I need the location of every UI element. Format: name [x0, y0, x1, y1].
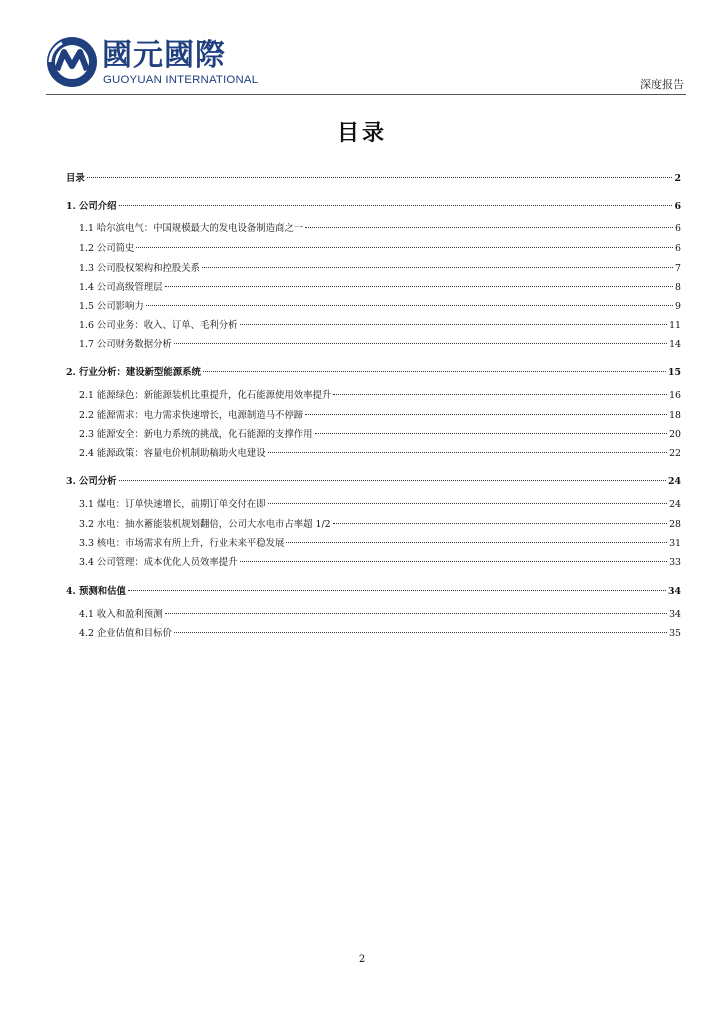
toc-dot-leader: [333, 523, 667, 524]
toc-dot-leader: [119, 205, 673, 206]
toc-entry-title: 1.7 公司财务数据分析: [79, 339, 172, 350]
toc-dot-leader: [165, 613, 668, 614]
toc-entry[interactable]: [66, 171, 681, 187]
page-header: [46, 34, 686, 94]
toc-entry[interactable]: [66, 241, 681, 257]
toc-entry-title: 2. 行业分析：建设新型能源系统: [66, 367, 201, 378]
toc-entry-title: 1.3 公司股权架构和控股关系: [79, 263, 201, 274]
toc-entry-page: 8: [675, 282, 681, 293]
toc-dot-leader: [333, 394, 667, 395]
brand-name-en: GUOYUAN INTERNATIONAL: [103, 74, 259, 86]
toc-entry-title: 3.4 公司管理：成本优化人员效率提升: [79, 557, 238, 568]
toc-entry-page: 6: [675, 243, 681, 254]
page-number: 2: [358, 954, 366, 965]
toc-entry-page: 2: [674, 173, 681, 184]
toc-dot-leader: [165, 286, 674, 287]
toc-entry[interactable]: [66, 584, 681, 600]
page-title: 目录: [336, 121, 387, 146]
toc-entry[interactable]: [66, 221, 681, 237]
toc-dot-leader: [202, 267, 673, 268]
toc-entry-page: 15: [667, 367, 681, 378]
toc-entry-title: 1.6 公司业务：收入、订单、毛利分析: [79, 320, 238, 331]
toc-entry-page: 34: [667, 586, 681, 597]
toc-dot-leader: [174, 632, 667, 633]
toc-entry[interactable]: [66, 536, 681, 552]
toc-dot-leader: [286, 542, 667, 543]
toc-entry-page: 16: [669, 390, 681, 401]
guoyuan-logo-icon: [46, 36, 98, 88]
toc-entry-page: 24: [667, 476, 681, 487]
toc-entry-title: 3.2 水电：抽水蓄能装机规划翻倍，公司大水电市占率超 1/2: [79, 519, 331, 530]
toc-entry[interactable]: [66, 261, 681, 277]
toc-entry[interactable]: [66, 517, 681, 533]
toc-entry-title: 3.1 煤电：订单快速增长，前期订单交付在即: [79, 499, 266, 510]
toc-entry[interactable]: [66, 365, 681, 381]
toc-dot-leader: [305, 414, 667, 415]
toc-entry[interactable]: [66, 474, 681, 490]
toc-dot-leader: [87, 177, 673, 178]
toc-entry-page: 33: [669, 557, 681, 568]
toc-entry[interactable]: [66, 388, 681, 404]
toc-entry-page: 31: [669, 538, 681, 549]
toc-entry-page: 18: [669, 410, 681, 421]
toc-entry-title: 3. 公司分析: [66, 476, 117, 487]
toc-entry-page: 6: [675, 223, 681, 234]
toc-entry-title: 4.1 收入和盈利预测: [79, 609, 163, 620]
toc-dot-leader: [128, 590, 666, 591]
toc-entry-page: 9: [675, 301, 681, 312]
toc-entry[interactable]: [66, 497, 681, 513]
document-type-label: 深度报告: [640, 78, 684, 91]
toc-entry[interactable]: [66, 337, 681, 353]
header-divider: [46, 94, 686, 95]
toc-entry-page: 11: [669, 320, 681, 331]
toc-dot-leader: [268, 452, 667, 453]
toc-entry-page: 28: [669, 519, 681, 530]
toc-entry[interactable]: [66, 408, 681, 424]
toc-entry[interactable]: [66, 626, 681, 642]
toc-entry-title: 1.1 哈尔滨电气：中国规模最大的发电设备制造商之一: [79, 223, 304, 234]
toc-entry-page: 35: [669, 628, 681, 639]
toc-dot-leader: [305, 227, 673, 228]
toc-entry-title: 1.5 公司影响力: [79, 301, 144, 312]
toc-dot-leader: [119, 480, 666, 481]
toc-entry[interactable]: [66, 199, 681, 215]
toc-entry[interactable]: [66, 318, 681, 334]
toc-entry-page: 22: [669, 448, 681, 459]
toc-dot-leader: [203, 371, 666, 372]
toc-entry-page: 14: [669, 339, 681, 350]
toc-entry-title: 4. 预测和估值: [66, 586, 126, 597]
toc-entry-page: 24: [669, 499, 681, 510]
toc-entry-title: 目录: [66, 173, 85, 184]
toc-entry-page: 7: [675, 263, 681, 274]
toc-entry-title: 2.2 能源需求：电力需求快速增长，电源制造马不停蹄: [79, 410, 304, 421]
brand-name-cn: 國元國際: [102, 38, 226, 73]
toc-entry-title: 1.2 公司简史: [79, 243, 135, 254]
toc-entry-page: 6: [674, 201, 681, 212]
toc-dot-leader: [315, 433, 668, 434]
toc-dot-leader: [240, 324, 668, 325]
toc-entry[interactable]: [66, 446, 681, 462]
toc-entry-title: 3.3 核电：市场需求有所上升，行业未来平稳发展: [79, 538, 285, 549]
toc-entry-title: 2.1 能源绿色：新能源装机比重提升，化石能源使用效率提升: [79, 390, 332, 401]
toc-dot-leader: [240, 561, 668, 562]
toc-entry-title: 2.3 能源安全：新电力系统的挑战，化石能源的支撑作用: [79, 429, 313, 440]
toc-entry-title: 1.4 公司高级管理层: [79, 282, 163, 293]
toc-entry[interactable]: [66, 280, 681, 296]
toc-entry-page: 34: [669, 609, 681, 620]
company-logo: [46, 36, 286, 92]
toc-entry-title: 1. 公司介绍: [66, 201, 117, 212]
toc-dot-leader: [268, 503, 667, 504]
toc-entry-page: 20: [669, 429, 681, 440]
toc-entry-title: 2.4 能源政策：容量电价机制助稿助火电建设: [79, 448, 266, 459]
toc-entry[interactable]: [66, 299, 681, 315]
toc-dot-leader: [174, 343, 667, 344]
toc-dot-leader: [136, 247, 673, 248]
toc-dot-leader: [146, 305, 673, 306]
toc-entry-title: 4.2 企业估值和目标价: [79, 628, 172, 639]
toc-entry[interactable]: [66, 607, 681, 623]
toc-entry[interactable]: [66, 427, 681, 443]
toc-entry[interactable]: [66, 555, 681, 571]
